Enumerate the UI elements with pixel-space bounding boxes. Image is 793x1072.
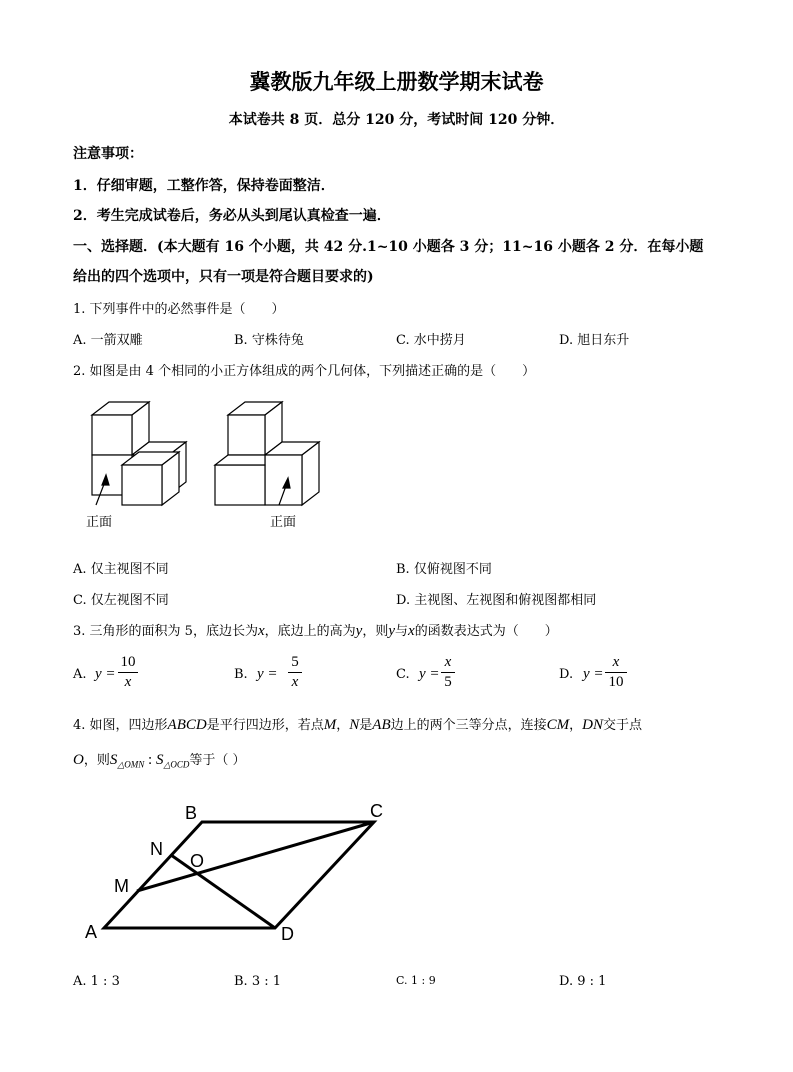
q4-label-b: B: [185, 803, 198, 823]
section1-heading-line1: 一、选择题．(本大题有 16 个小题，共 42 分.1~10 小题各 3 分；11~16 小题各 2 分．在每小题: [73, 239, 704, 255]
q1-option-b: B. 守株待兔: [234, 333, 304, 348]
q4-option-d: D. 9 : 1: [559, 974, 607, 989]
notice-heading: 注意事项：: [73, 146, 143, 162]
q2-option-a: A. 仅主视图不同: [73, 562, 169, 577]
section1-heading-line2: 给出的四个选项中，只有一项是符合题目要求的): [73, 269, 374, 285]
q2-option-d: D. 主视图、左视图和俯视图都相同: [396, 593, 597, 608]
q1-stem: 1. 下列事件中的必然事件是（ ）: [73, 302, 285, 317]
q3-option-b-label: B.: [234, 667, 248, 682]
page-title: 冀教版九年级上册数学期末试卷: [249, 69, 544, 94]
q4-stem-line1: 4. 如图，四边形ABCD是平行四边形，若点M，N是AB边上的两个三等分点，连接CM，DN交于点: [73, 717, 642, 733]
q2-option-c: C. 仅左视图不同: [73, 593, 169, 608]
q3-option-d-lhs: y =: [583, 666, 604, 682]
q3-stem: 3. 三角形的面积为 5，底边长为x，底边上的高为y，则y与x的函数表达式为（ ）: [73, 623, 558, 639]
q4-label-n: N: [150, 839, 163, 859]
q4-label-a: A: [85, 922, 98, 942]
q4-label-d: D: [281, 924, 294, 944]
q4-stem-line2: O，则$S_{\triangle OMN}$ : $S_{\triangle OCD}$等于（ ）: [73, 752, 246, 770]
q2-option-b: B. 仅俯视图不同: [396, 562, 492, 577]
q3-option-c-label: C.: [396, 667, 410, 682]
q4-option-c: C. 1 : 9: [396, 974, 436, 987]
q3-option-c-fraction: x 5: [441, 654, 455, 691]
q3-option-d-label: D.: [559, 667, 574, 682]
notice-item-1: 1．仔细审题，工整作答，保持卷面整洁．: [73, 178, 335, 194]
q2-front-label-2: 正面: [270, 514, 297, 529]
q3-option-a-fraction: 10 x: [118, 654, 138, 691]
notice-item-2: 2．考生完成试卷后，务必从头到尾认真检查一遍．: [73, 208, 391, 224]
q4-label-o: O: [190, 851, 205, 871]
q4-option-b: B. 3 : 1: [234, 974, 282, 989]
q4-label-c: C: [370, 801, 383, 821]
q3-option-a-label: A.: [73, 667, 87, 682]
q4-option-a: A. 1 : 3: [73, 974, 120, 989]
q2-front-label-1: 正面: [86, 514, 113, 529]
q3-option-c-lhs: y =: [419, 666, 440, 682]
q1-option-a: A. 一箭双雕: [73, 333, 143, 348]
q3-option-d-fraction: x 10: [605, 654, 627, 691]
q1-option-d: D. 旭日东升: [559, 333, 630, 348]
q1-option-c: C. 水中捞月: [396, 333, 466, 348]
q2-cube-figure: [70, 395, 330, 545]
q3-option-b-fraction: 5 x: [288, 654, 302, 691]
q4-label-m: M: [114, 876, 129, 896]
q3-option-b-lhs: y =: [257, 666, 278, 682]
q2-stem: 2. 如图是由 4 个相同的小正方体组成的两个几何体，下列描述正确的是（ ）: [73, 364, 536, 379]
q3-option-a-lhs: y =: [95, 666, 116, 682]
q4-parallelogram-figure: [75, 795, 405, 955]
page-subtitle: 本试卷共 8 页．总分 120 分，考试时间 120 分钟．: [228, 112, 565, 128]
